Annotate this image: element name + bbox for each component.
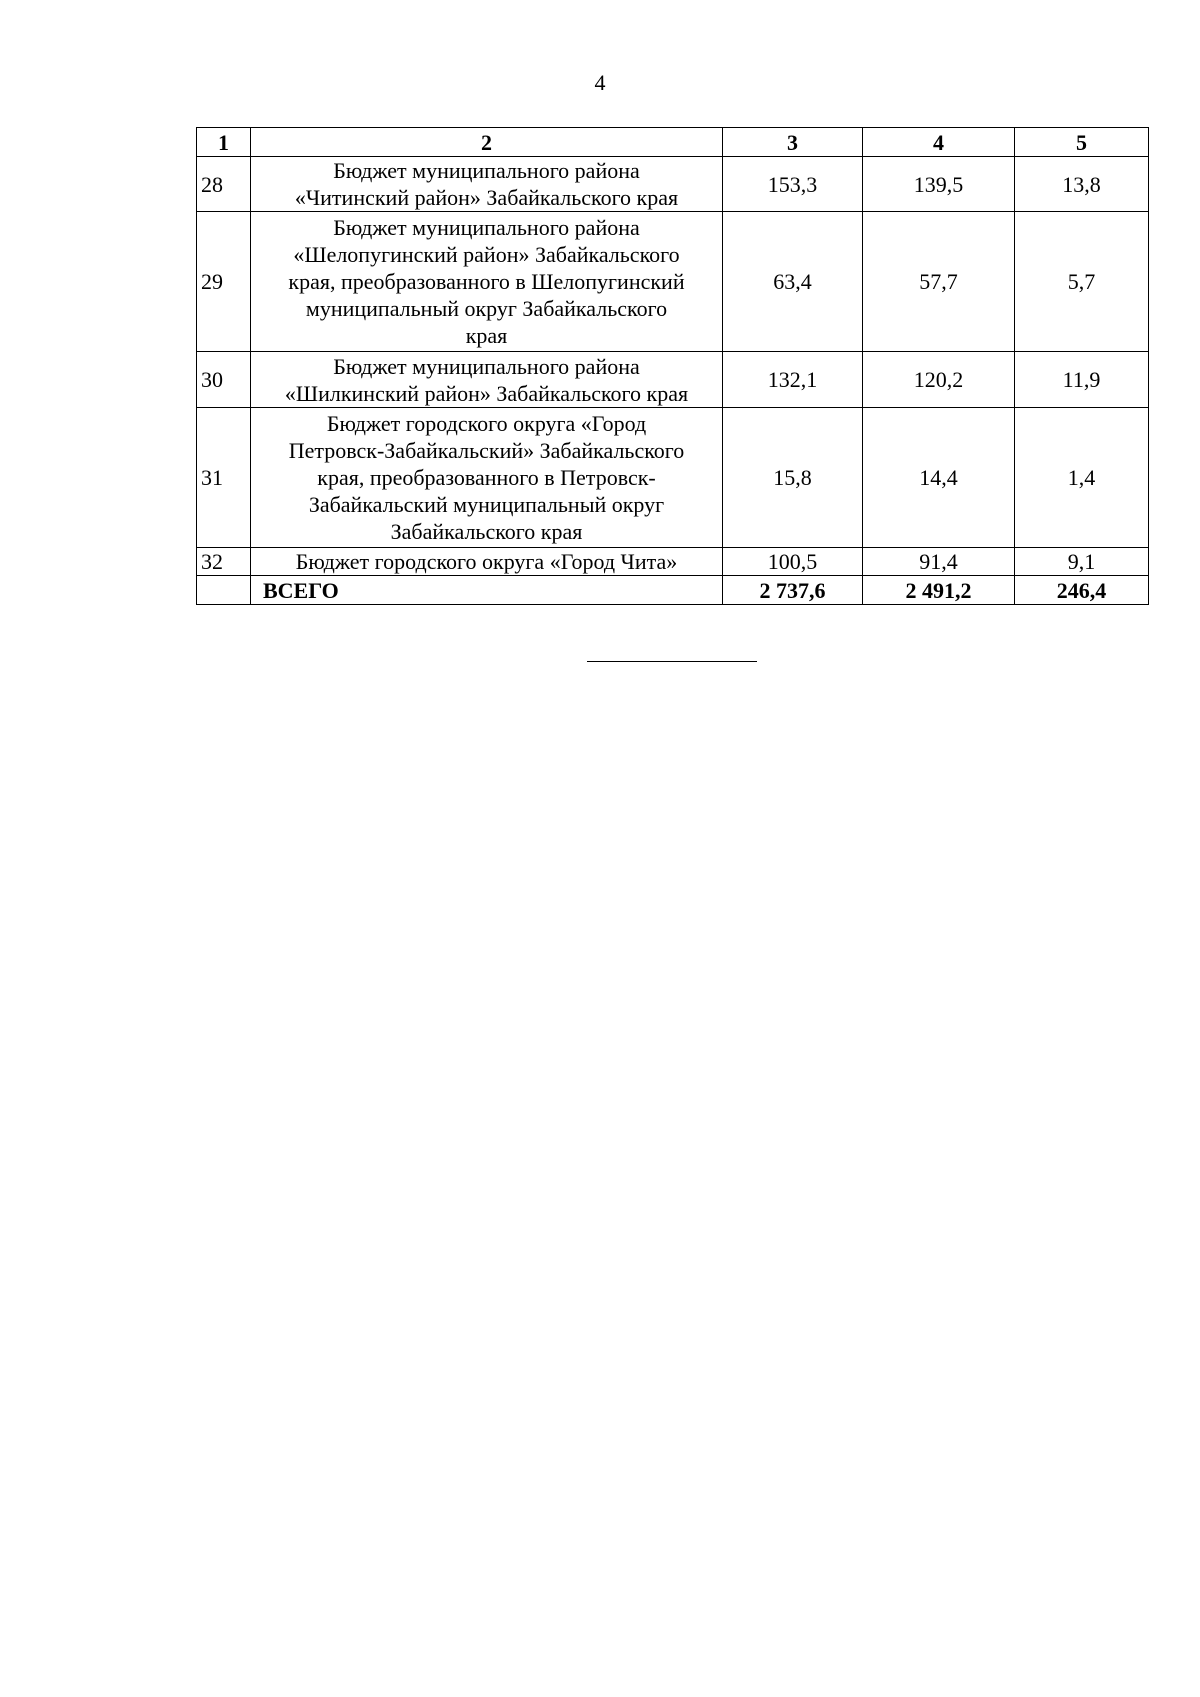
value-col4: 14,4: [863, 408, 1015, 548]
table-row: [197, 212, 1149, 352]
row-number: 30: [197, 352, 251, 408]
budget-name-line: «Шелопугинский район» Забайкальского: [293, 242, 680, 267]
header-cell-2: 2: [251, 128, 723, 157]
value-col3: 63,4: [723, 212, 863, 352]
table-row: [197, 157, 1149, 212]
page-number: 4: [594, 70, 606, 95]
header-cell-4: 4: [863, 128, 1015, 157]
value-col4: 57,7: [863, 212, 1015, 352]
budget-name-line: Забайкальский муниципальный округ: [308, 492, 665, 517]
budget-name-line: «Читинский район» Забайкальского края: [294, 185, 679, 210]
total-label: ВСЕГО: [251, 576, 723, 605]
end-of-document-rule: [587, 661, 757, 662]
budget-name-line: Петровск-Забайкальский» Забайкальского: [288, 438, 685, 463]
value-col5: 9,1: [1015, 548, 1149, 576]
total-col4: 2 491,2: [863, 576, 1015, 605]
row-number: 29: [197, 212, 251, 352]
value-col5: 1,4: [1015, 408, 1149, 548]
budget-name-line: Бюджет муниципального района: [333, 215, 640, 240]
budget-table: [196, 127, 1149, 605]
value-col3: 132,1: [723, 352, 863, 408]
budget-name: [251, 157, 723, 212]
table-row: [197, 548, 1149, 576]
budget-name: [251, 548, 723, 576]
header-cell-5: 5: [1015, 128, 1149, 157]
budget-name-line: «Шилкинский район» Забайкальского края: [284, 380, 689, 406]
value-col4: 91,4: [863, 548, 1015, 576]
budget-name-line: муниципальный округ Забайкальского: [305, 296, 668, 321]
total-number-cell: [197, 576, 251, 605]
budget-name-line: Бюджет городского округа «Город Чита»: [295, 549, 678, 574]
header-cell-3: 3: [723, 128, 863, 157]
budget-name-line: Бюджет городского округа «Город: [326, 411, 647, 436]
table-header-row: [197, 128, 1149, 157]
budget-name: [251, 408, 723, 548]
budget-name-line: Забайкальского края: [390, 519, 583, 544]
value-col4: 139,5: [863, 157, 1015, 212]
value-col5: 13,8: [1015, 157, 1149, 212]
value-col4: 120,2: [863, 352, 1015, 408]
table-row: [197, 352, 1149, 408]
row-number: 31: [197, 408, 251, 548]
table-row: [197, 408, 1149, 548]
budget-name-line: края, преобразованного в Шелопугинский: [288, 269, 685, 294]
value-col5: 11,9: [1015, 352, 1149, 408]
total-col3: 2 737,6: [723, 576, 863, 605]
budget-name-line: края, преобразованного в Петровск-: [317, 465, 656, 490]
budget-name: [251, 212, 723, 352]
row-number: 28: [197, 157, 251, 212]
row-number: 32: [197, 548, 251, 576]
value-col3: 15,8: [723, 408, 863, 548]
budget-name: [251, 352, 723, 408]
total-col5: 246,4: [1015, 576, 1149, 605]
value-col5: 5,7: [1015, 212, 1149, 352]
value-col3: 153,3: [723, 157, 863, 212]
budget-name-line: Бюджет муниципального района: [333, 353, 640, 379]
budget-name-line: края: [465, 323, 508, 348]
value-col3: 100,5: [723, 548, 863, 576]
total-row: [197, 576, 1149, 605]
header-cell-1: 1: [197, 128, 251, 157]
budget-name-line: Бюджет муниципального района: [333, 158, 640, 183]
